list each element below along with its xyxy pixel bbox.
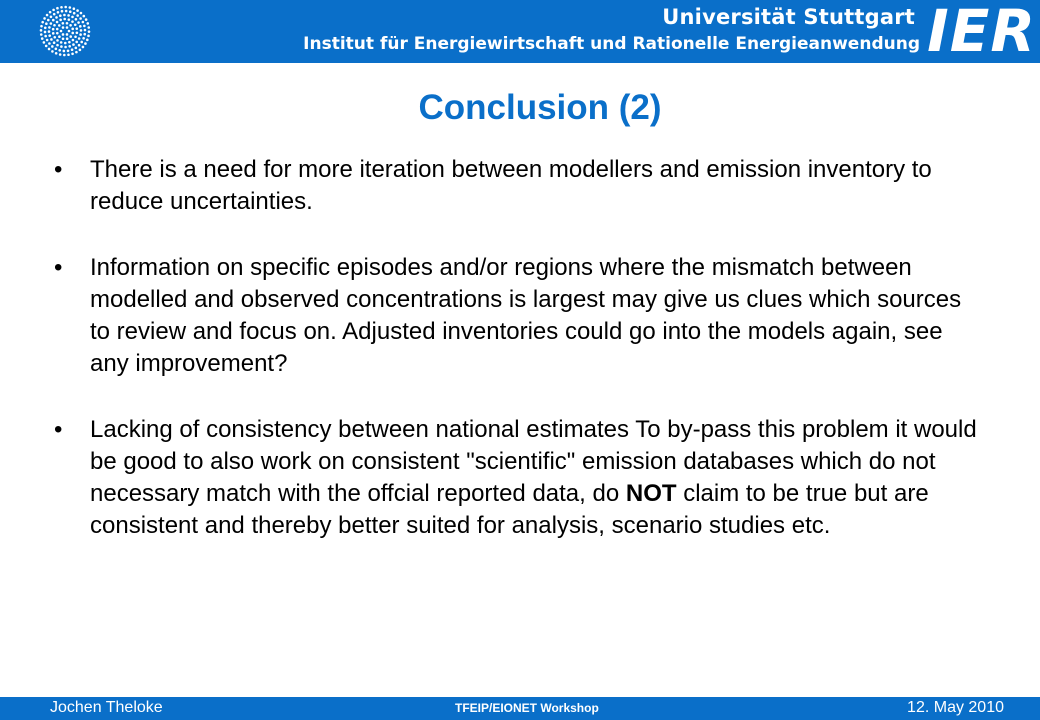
university-name: Universität Stuttgart bbox=[662, 5, 915, 29]
bullet-item bbox=[54, 154, 984, 218]
bullet-text: There is a need for more iteration between modellers and emission inventory to reduce uncertainties. bbox=[90, 156, 932, 215]
university-seal-icon bbox=[38, 4, 92, 58]
bullet-symbol: • bbox=[54, 416, 63, 443]
header-bar bbox=[0, 0, 1040, 63]
slide-title: Conclusion (2) bbox=[418, 88, 662, 127]
bullet-item bbox=[54, 252, 984, 380]
slide-content bbox=[54, 154, 984, 576]
ier-logo: IER bbox=[927, 0, 1036, 65]
bullet-symbol: • bbox=[54, 254, 63, 281]
footer-bar bbox=[0, 697, 1040, 720]
bullet-text-emphasis: NOT bbox=[625, 480, 677, 507]
bullet-item bbox=[54, 414, 984, 542]
bullet-symbol: • bbox=[54, 156, 63, 183]
footer-author: Jochen Theloke bbox=[50, 699, 163, 716]
bullet-text: Information on specific episodes and/or regions where the mismatch between modelled and observed concentrations is largest may give us clues which sources to review and focus on. Adjusted inventories could go into the models again, see any improvement? bbox=[90, 254, 962, 377]
institute-name: Institut für Energiewirtschaft und Rationelle Energieanwendung bbox=[303, 34, 920, 54]
footer-event: TFEIP/EIONET Workshop bbox=[455, 701, 599, 715]
bullet-text-before: Lacking of consistency between national estimates To by-pass this problem it would be good to also work on consistent "scientific" emission databases which do not necessary match with the offcial reported data, do bbox=[90, 416, 977, 507]
footer-date: 12. May 2010 bbox=[907, 699, 1004, 716]
bullet-text-after: claim to be true but are consistent and thereby better suited for analysis, scenario studies etc. bbox=[90, 480, 929, 539]
